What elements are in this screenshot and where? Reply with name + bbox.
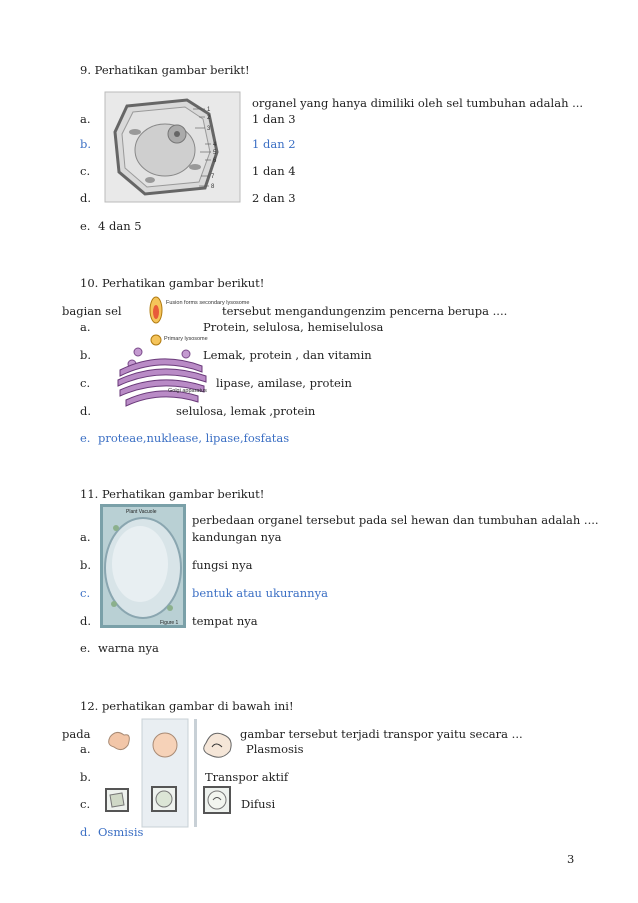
q10-option-c-text[interactable]: lipase, amilase, protein: [216, 376, 352, 390]
page-number: 3: [567, 852, 575, 866]
q11-option-b-text[interactable]: fungsi nya: [192, 558, 253, 572]
q10-lead: bagian sel: [62, 304, 122, 318]
cell-label-3: 3: [207, 126, 211, 132]
q11-option-a-letter[interactable]: a.: [80, 530, 91, 544]
q10-option-c-letter[interactable]: c.: [80, 376, 91, 390]
q11-option-c-letter[interactable]: c.: [80, 586, 91, 600]
q10-option-d-letter[interactable]: d.: [80, 404, 92, 418]
q9-option-a-text[interactable]: 1 dan 3: [252, 112, 296, 126]
q10-option-a-letter[interactable]: a.: [80, 320, 91, 334]
q10-option-e-text[interactable]: proteae,nuklease, lipase,fosfatas: [98, 431, 290, 445]
q9-option-c-text[interactable]: 1 dan 4: [252, 164, 296, 178]
q9-option-c-letter[interactable]: c.: [80, 164, 91, 178]
vacuole-figure: [100, 504, 186, 628]
q9-option-a-letter[interactable]: a.: [80, 112, 91, 126]
cell-label-5: 5: [213, 150, 217, 156]
q12-option-d-letter[interactable]: d.: [80, 825, 92, 839]
cell-label-4: 4: [213, 142, 217, 148]
cell-label-2: 2: [207, 115, 211, 121]
q11-option-a-text[interactable]: kandungan nya: [192, 530, 282, 544]
q9-option-b-text[interactable]: 1 dan 2: [252, 137, 296, 151]
q9-title: 9. Perhatikan gambar berikt!: [80, 63, 250, 77]
q12-lead: pada: [62, 727, 91, 741]
q11-option-b-letter[interactable]: b.: [80, 558, 92, 572]
q12-question: gambar tersebut terjadi transpor yaitu secara ...: [240, 727, 523, 741]
q12-option-a-text[interactable]: Plasmosis: [246, 742, 304, 756]
q9-question: organel yang hanya dimiliki oleh sel tumbuhan adalah ...: [252, 96, 584, 110]
q11-option-e-letter[interactable]: e.: [80, 641, 91, 655]
q9-option-e-text[interactable]: 4 dan 5: [98, 219, 142, 233]
q12-option-b-text[interactable]: Transpor aktif: [205, 770, 289, 784]
q9-option-e-letter[interactable]: e.: [80, 219, 91, 233]
q10-title: 10. Perhatikan gambar berikut!: [80, 276, 265, 290]
q11-option-d-letter[interactable]: d.: [80, 614, 92, 628]
q12-title: 12. perhatikan gambar di bawah ini!: [80, 699, 294, 713]
plant-vacuole-label: Plant Vacuole: [126, 509, 157, 515]
cell-label-6: 6: [213, 158, 217, 164]
q12-option-c-letter[interactable]: c.: [80, 797, 91, 811]
q9-option-b-letter[interactable]: b.: [80, 137, 92, 151]
q10-question: tersebut mengandungenzim pencerna berupa ....: [222, 304, 508, 318]
q12-option-b-letter[interactable]: b.: [80, 770, 92, 784]
cell-label-1: 1: [207, 107, 211, 113]
q10-option-b-letter[interactable]: b.: [80, 348, 92, 362]
cell-label-8: 8: [211, 184, 215, 190]
q11-option-c-text[interactable]: bentuk atau ukurannya: [192, 586, 328, 600]
q10-option-d-text[interactable]: selulosa, lemak ,protein: [176, 404, 316, 418]
q10-option-a-text[interactable]: Protein, selulosa, hemiselulosa: [203, 320, 384, 334]
plant-cell-figure: [105, 92, 240, 202]
primary-lysosome-label: Primary lysosome: [164, 336, 208, 342]
q9-option-d-text[interactable]: 2 dan 3: [252, 191, 296, 205]
golgi-label: Golgi apparatus: [168, 388, 207, 394]
figure-1-label: Figure 1: [160, 620, 179, 626]
q12-option-d-text[interactable]: Osmisis: [98, 825, 144, 839]
q11-option-d-text[interactable]: tempat nya: [192, 614, 258, 628]
q12-option-a-letter[interactable]: a.: [80, 742, 91, 756]
q10-option-e-letter[interactable]: e.: [80, 431, 91, 445]
q11-title: 11. Perhatikan gambar berikut!: [80, 487, 265, 501]
q10-option-b-text[interactable]: Lemak, protein , dan vitamin: [203, 348, 372, 362]
fusion-label: Fusion forms secondary lysosome: [166, 300, 250, 306]
q9-option-d-letter[interactable]: d.: [80, 191, 92, 205]
cell-label-7: 7: [211, 174, 215, 180]
q12-option-c-text[interactable]: Difusi: [241, 797, 276, 811]
q11-option-e-text[interactable]: warna nya: [98, 641, 159, 655]
q11-question: perbedaan organel tersebut pada sel hewan dan tumbuhan adalah ....: [192, 513, 599, 527]
